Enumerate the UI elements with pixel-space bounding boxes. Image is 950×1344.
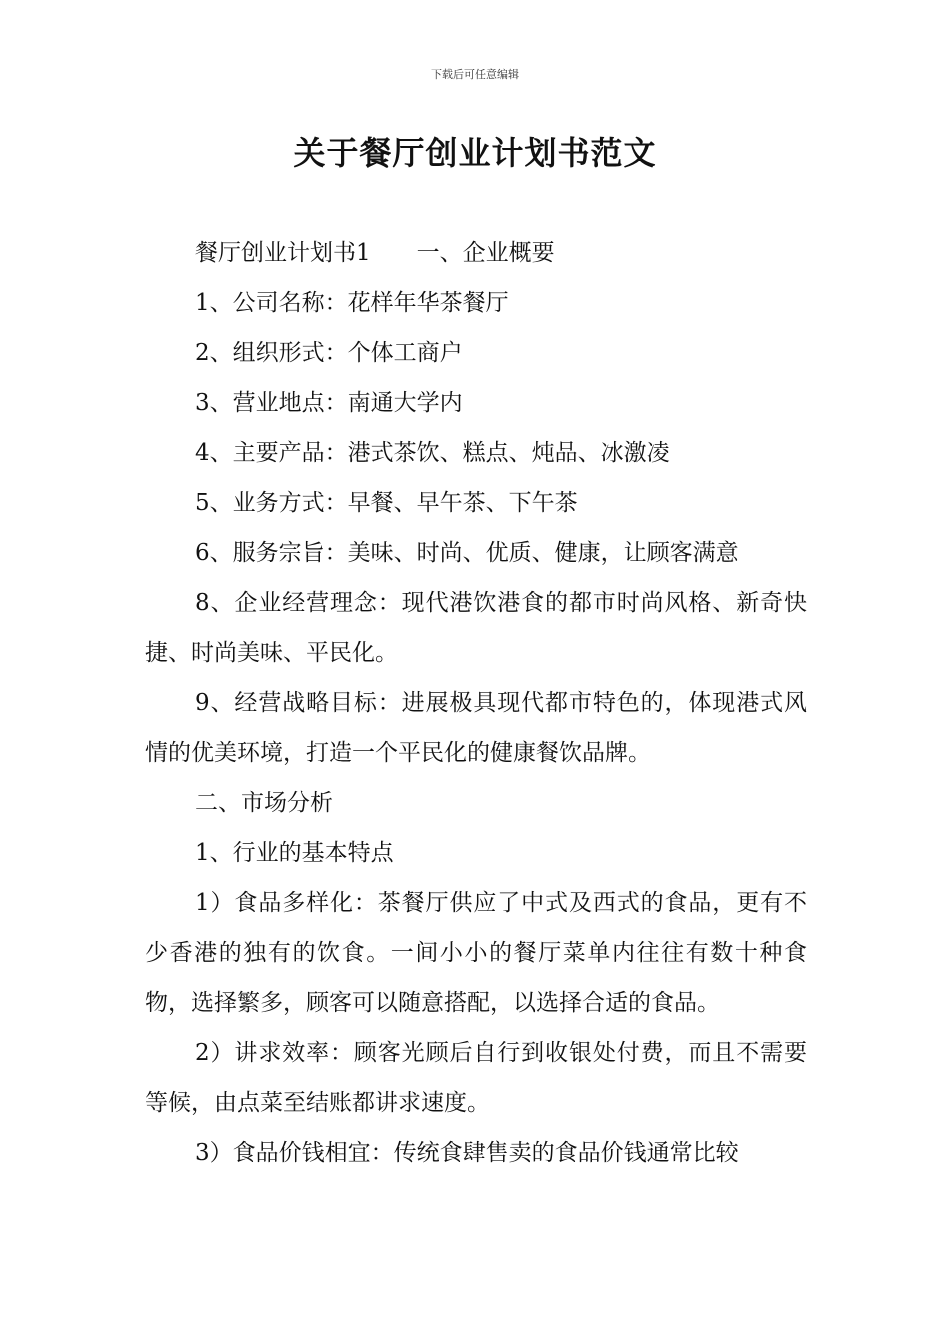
paragraph-company-name: 1、公司名称：花样年华茶餐厅 [195,290,509,316]
paragraph-location: 3、营业地点：南通大学内 [195,390,463,416]
plan-label: 餐厅创业计划书1 [195,240,371,266]
paragraph-efficiency: 2）讲求效率：顾客光顾后自行到收银处付费，而且不需要等候，由点菜至结账都讲求速度。 [145,1040,807,1116]
paragraph-organization: 2、组织形式：个体工商户 [195,340,463,366]
document-body [145,228,807,1178]
paragraph-intro [145,228,807,278]
section-heading-market: 二、市场分析 [195,790,333,816]
paragraph-pricing: 3）食品价钱相宜：传统食肆售卖的食品价钱通常比较 [195,1140,739,1166]
paragraph-products: 4、主要产品：港式茶饮、糕点、炖品、冰激凌 [195,440,670,466]
paragraph-strategy: 9、经营战略目标：进展极具现代都市特色的，体现港式风情的优美环境，打造一个平民化的健康餐饮品牌。 [145,690,807,766]
paragraph-philosophy: 8、企业经营理念：现代港饮港食的都市时尚风格、新奇快捷、时尚美味、平民化。 [145,590,807,666]
section-heading-overview: 一、企业概要 [416,240,555,266]
paragraph-service-aim: 6、服务宗旨：美味、时尚、优质、健康，让顾客满意 [195,540,739,566]
paragraph-food-variety: 1）食品多样化：茶餐厅供应了中式及西式的食品，更有不少香港的独有的饮食。一间小小的餐厅菜单内往往有数十种食物，选择繁多，顾客可以随意搭配，以选择合适的食品。 [145,890,807,1016]
header-note: 下载后可任意编辑 [431,68,519,81]
document-title: 关于餐厅创业计划书范文 [293,134,657,172]
subheading-industry: 1、行业的基本特点 [195,840,394,866]
paragraph-business-mode: 5、业务方式：早餐、早午茶、下午茶 [195,490,578,516]
